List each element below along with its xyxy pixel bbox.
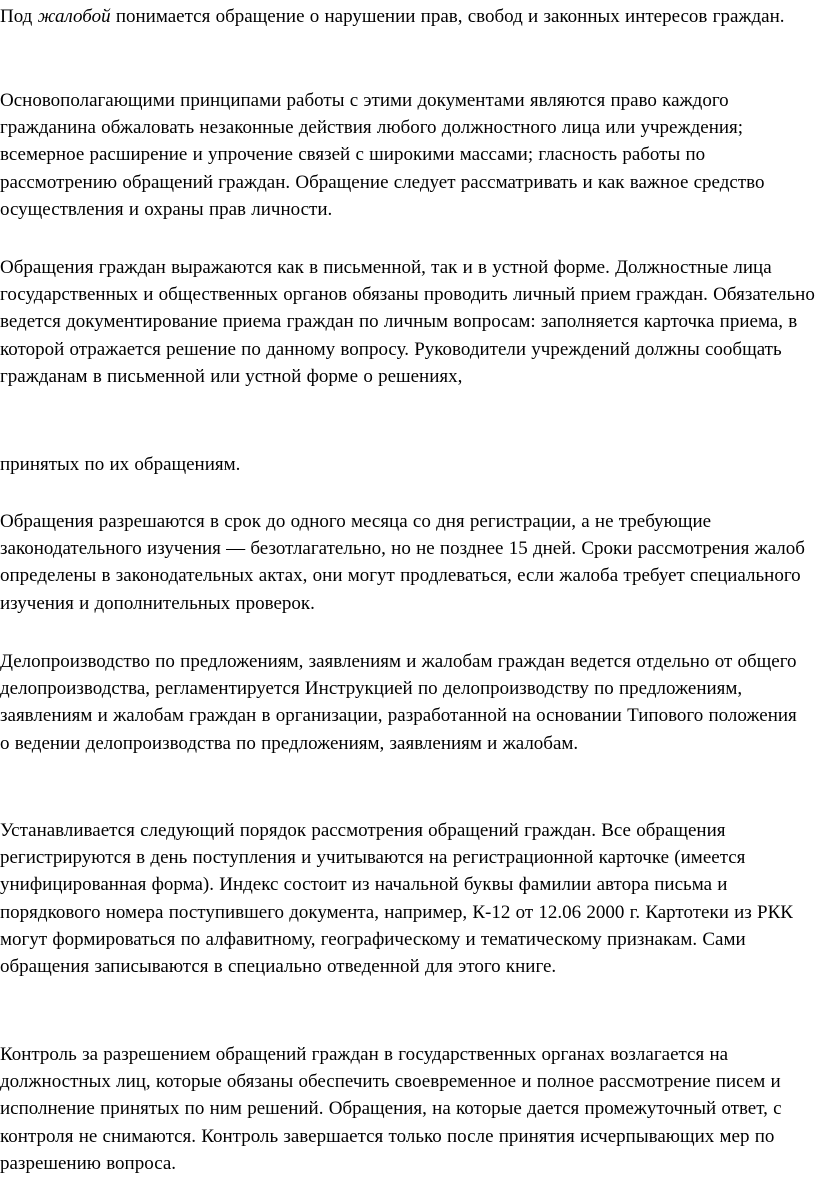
paragraph-complaint-definition: [0, 3, 800, 30]
paragraph-forms-of-appeal: Обращения граждан выражаются как в письменной, так и в устной форме. Должностные лица государственных и общественных органов обязаны проводить личный прием граждан. Обязательно ведется документирование приема граждан по личным вопросам: заполняется карточка приема, в которой отражается решение по данному вопросу. Руководители учреждений должны сообщать гражданам в письменной или устной форме о решениях,: [0, 257, 815, 387]
paragraph-registration-procedure: Устанавливается следующий порядок рассмотрения обращений граждан. Все обращения регистрируются в день поступления и учитываются на регистрационной карточке (имеется унифицированная форма). Индекс состоит из начальной буквы фамилии автора письма и порядкового номера поступившего документа, например, К-12 от 12.06 2000 г. Картотеки из РКК могут формироваться по алфавитному, географическому и тематическому признакам. Сами обращения записываются в специально отведенной для этого книге.: [0, 820, 793, 978]
paragraph-1-suffix: понимается обращение о нарушении прав, свобод и законных интересов граждан.: [110, 6, 785, 27]
paragraph-records-management: Делопроизводство по предложениям, заявлениям и жалобам граждан ведется отдельно от общего делопроизводства, регламентируется Инструкцией по делопроизводству по предложениям, заявлениям и жалобам граждан в организации, разработанной на основании Типового положения о ведении делопроизводства по предложениям, заявлениям и жалобам.: [0, 651, 797, 754]
paragraph-decisions: принятых по их обращениям.: [0, 454, 241, 475]
paragraph-1-emphasis: жалобой: [37, 6, 111, 27]
paragraph-principles: Основополагающими принципами работы с этими документами являются право каждого гражданина обжаловать незаконные действия любого должностного лица или учреждения; всемерное расширение и упрочение связей с широкими массами; гласность работы по рассмотрению обращений граждан. Обращение следует рассматривать и как важное средство осуществления и охраны прав личности.: [0, 90, 765, 220]
paragraph-deadlines: Обращения разрешаются в срок до одного месяца со дня регистрации, а не требующие законодательного изучения — безотлагательно, но не позднее 15 дней. Сроки рассмотрения жалоб определены в законодательных актах, они могут продлеваться, если жалоба требует специального изучения и дополнительных проверок.: [0, 511, 805, 614]
paragraph-1-prefix: Под: [0, 6, 38, 27]
paragraph-control: Контроль за разрешением обращений граждан в государственных органах возлагается на должностных лиц, которые обязаны обеспечить своевременное и полное рассмотрение писем и исполнение принятых по ним решений. Обращения, на которые дается промежуточный ответ, с контроля не снимаются. Контроль завершается только после принятия исчерпывающих мер по разрешению вопроса.: [0, 1044, 782, 1174]
